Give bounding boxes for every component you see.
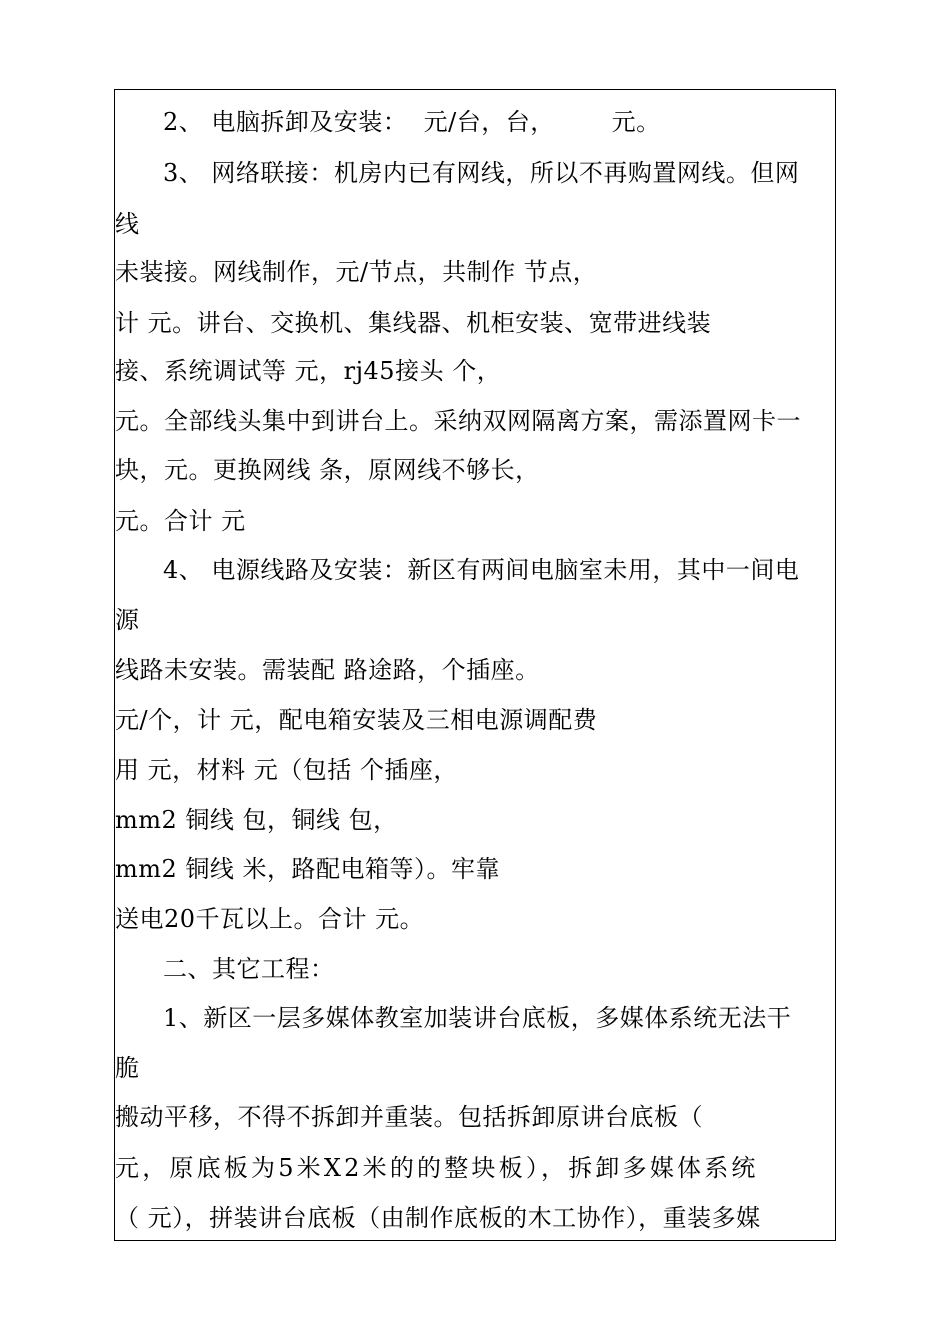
text-line: 二、其它工程： — [163, 955, 335, 983]
text-line: 1、新区一层多媒体教室加装讲台底板，多媒体系统无法干 — [163, 1004, 792, 1032]
text-line: 线 — [115, 210, 140, 238]
text-line: 搬动平移，不得不拆卸并重装。包括拆卸原讲台底板（ — [115, 1103, 703, 1131]
text-line: 4、 电源线路及安装：新区有两间电脑室未用，其中一间电 — [163, 556, 800, 584]
text-line: 脆 — [115, 1054, 140, 1082]
text-line: 用 元，材料 元（包括 个插座， — [115, 756, 458, 784]
text-line: 元。全部线头集中到讲台上。采纳双网隔离方案，需添置网卡一 — [115, 407, 801, 435]
text-line: 块，元。更换网线 条，原网线不够长， — [115, 456, 540, 484]
text-line: 元/个，计 元，配电箱安装及三相电源调配费 — [115, 706, 598, 734]
text-line: 元，原底板为5米X2米的的整块板），拆卸多媒体系统 — [115, 1154, 759, 1182]
text-line: 计 元。讲台、交换机、集线器、机柜安装、宽带进线装 — [115, 309, 712, 337]
text-line: 2、 电脑拆卸及安装： 元/台，台， 元。 — [163, 108, 661, 136]
text-line: 源 — [115, 606, 140, 634]
text-line: mm2 铜线 米，路配电箱等）。牢靠 — [115, 855, 501, 883]
text-line: 3、 网络联接：机房内已有网线，所以不再购置网线。但网 — [163, 159, 800, 187]
text-line: （ 元），拼装讲台底板（由制作底板的木工协作），重装多媒 — [115, 1204, 761, 1232]
text-line: 元。合计 元 — [115, 507, 246, 535]
text-line: 送电20千瓦以上。合计 元。 — [115, 905, 425, 933]
text-line: mm2 铜线 包，铜线 包， — [115, 806, 398, 834]
text-line: 线路未安装。需装配 路途路，个插座。 — [115, 656, 540, 684]
text-line: 接、系统调试等 元，rj45接头 个， — [115, 357, 502, 385]
text-line: 未装接。网线制作，元/节点，共制作 节点， — [115, 258, 598, 286]
